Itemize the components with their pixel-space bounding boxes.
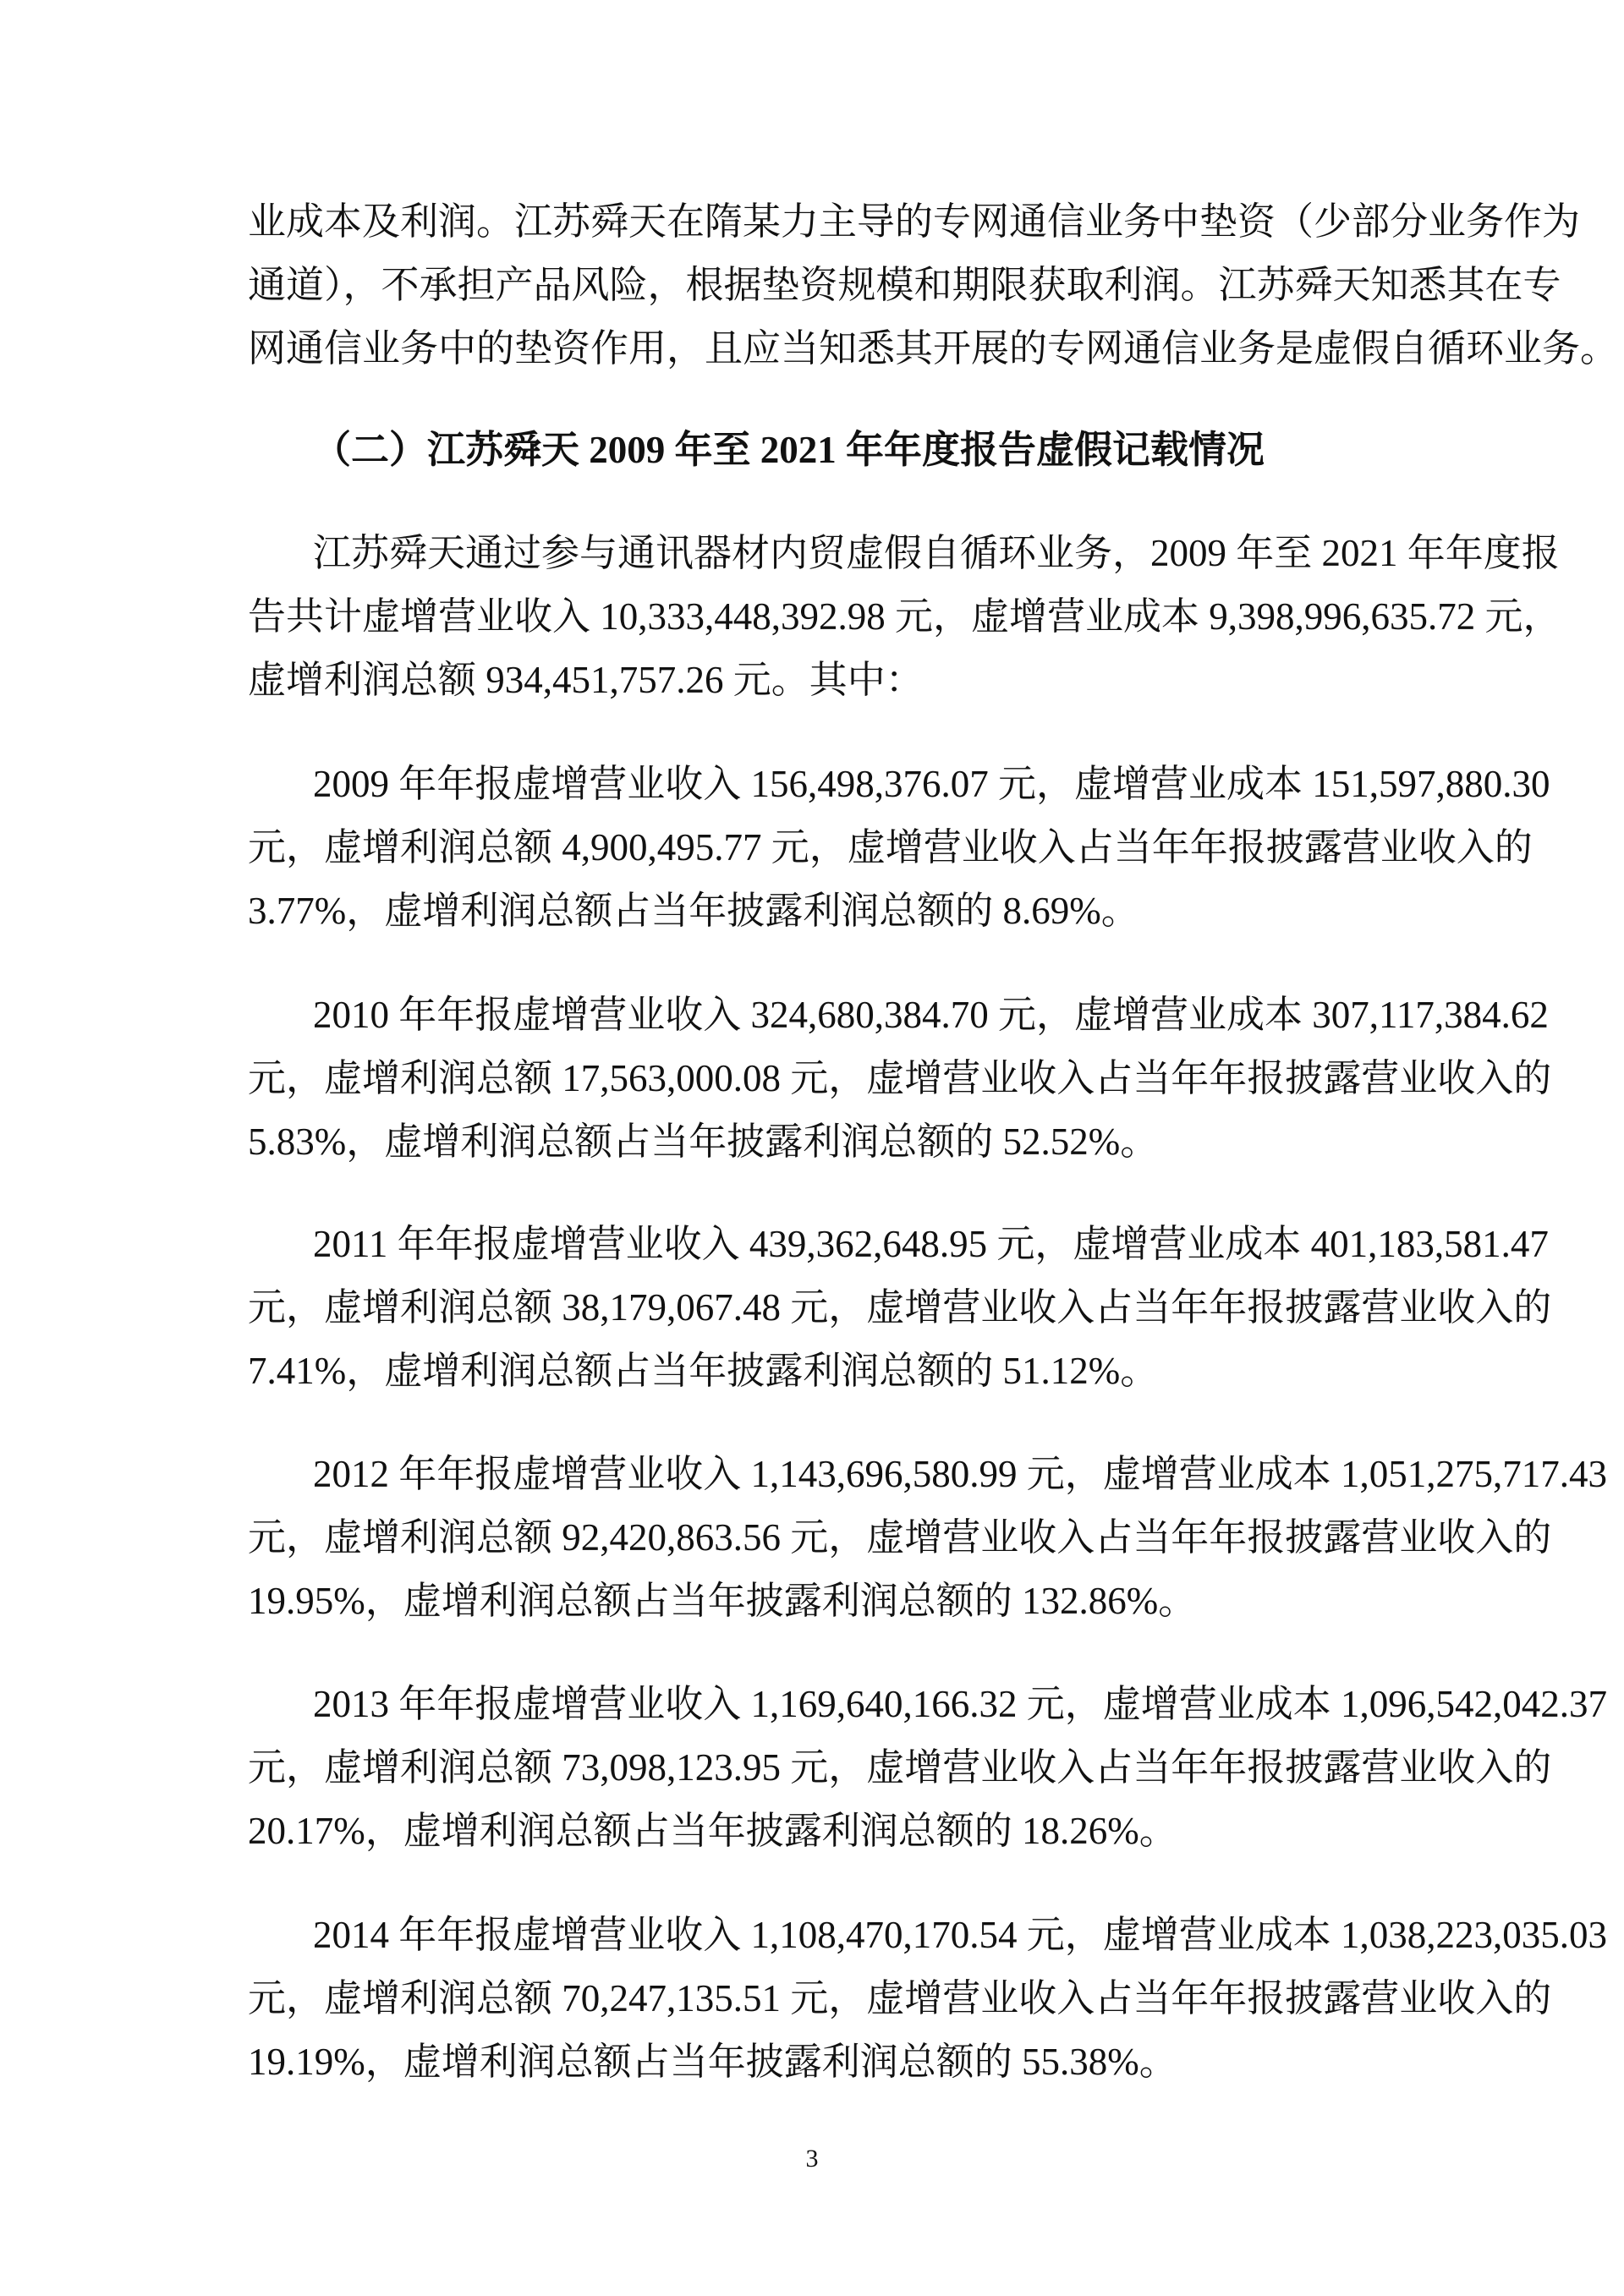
text-line: 19.19%，虚增利润总额占当年披露利润总额的 55.38%。: [248, 2041, 1177, 2083]
text-line: 2013 年年报虚增营业收入 1,169,640,166.32 元，虚增营业成本 1,096,542,042.37: [313, 1683, 1608, 1725]
paragraph: [248, 1904, 1608, 2094]
text-line: 5.83%，虚增利润总额占当年披露利润总额的 52.52%。: [248, 1121, 1159, 1163]
text-line: 2009 年年报虚增营业收入 156,498,376.07 元，虚增营业成本 151,597,880.30: [313, 763, 1550, 805]
text-line: 通道），不承担产品风险，根据垫资规模和期限获取利润。江苏舜天知悉其在专: [248, 264, 1561, 306]
paragraph: [248, 1213, 1552, 1403]
text-line: 2014 年年报虚增营业收入 1,108,470,170.54 元，虚增营业成本 1,038,223,035.03: [313, 1914, 1608, 1956]
paragraph: [248, 1673, 1608, 1863]
text-line: 元，虚增利润总额 38,179,067.48 元，虚增营业收入占当年年报披露营业收入的: [248, 1286, 1552, 1329]
paragraph: [248, 753, 1550, 943]
text-line: 2011 年年报虚增营业收入 439,362,648.95 元，虚增营业成本 401,183,581.47: [313, 1223, 1549, 1265]
text-line: 2010 年年报虚增营业收入 324,680,384.70 元，虚增营业成本 307,117,384.62: [313, 994, 1549, 1036]
text-line: 业成本及利润。江苏舜天在隋某力主导的专网通信业务中垫资（少部分业务作为: [248, 200, 1581, 243]
paragraph: [248, 984, 1552, 1174]
text-line: 元，虚增利润总额 4,900,495.77 元，虚增营业收入占当年年报披露营业收入的: [248, 826, 1533, 869]
text-line: 元，虚增利润总额 17,563,000.08 元，虚增营业收入占当年年报披露营业收入的: [248, 1057, 1552, 1099]
text-line: 元，虚增利润总额 92,420,863.56 元，虚增营业收入占当年年报披露营业收入的: [248, 1516, 1552, 1559]
text-line: 元，虚增利润总额 70,247,135.51 元，虚增营业收入占当年年报披露营业收入的: [248, 1977, 1552, 2019]
text-line: 江苏舜天通过参与通讯器材内贸虚假自循环业务，2009 年至 2021 年年度报: [313, 532, 1560, 574]
text-line: 19.95%，虚增利润总额占当年披露利润总额的 132.86%。: [248, 1580, 1197, 1622]
text-line: 3.77%，虚增利润总额占当年披露利润总额的 8.69%。: [248, 890, 1139, 932]
section-heading: （二）江苏舜天 2009 年至 2021 年年度报告虚假记载情况: [313, 429, 1265, 471]
page-number: 3: [805, 2145, 819, 2173]
text-line: 告共计虚增营业收入 10,333,448,392.98 元，虚增营业成本 9,398,996,635.72 元，: [248, 595, 1561, 638]
text-line: 7.41%，虚增利润总额占当年披露利润总额的 51.12%。: [248, 1350, 1159, 1392]
paragraph: [248, 190, 1619, 381]
text-line: 2012 年年报虚增营业收入 1,143,696,580.99 元，虚增营业成本 1,051,275,717.43: [313, 1453, 1608, 1495]
paragraph: [248, 522, 1561, 712]
text-line: 元，虚增利润总额 73,098,123.95 元，虚增营业收入占当年年报披露营业收入的: [248, 1746, 1552, 1789]
text-line: 20.17%，虚增利润总额占当年披露利润总额的 18.26%。: [248, 1810, 1177, 1852]
paragraph: [248, 1443, 1608, 1633]
text-line: 虚增利润总额 934,451,757.26 元。其中：: [248, 659, 924, 701]
text-line: 网通信业务中的垫资作用，且应当知悉其开展的专网通信业务是虚假自循环业务。: [248, 327, 1619, 370]
